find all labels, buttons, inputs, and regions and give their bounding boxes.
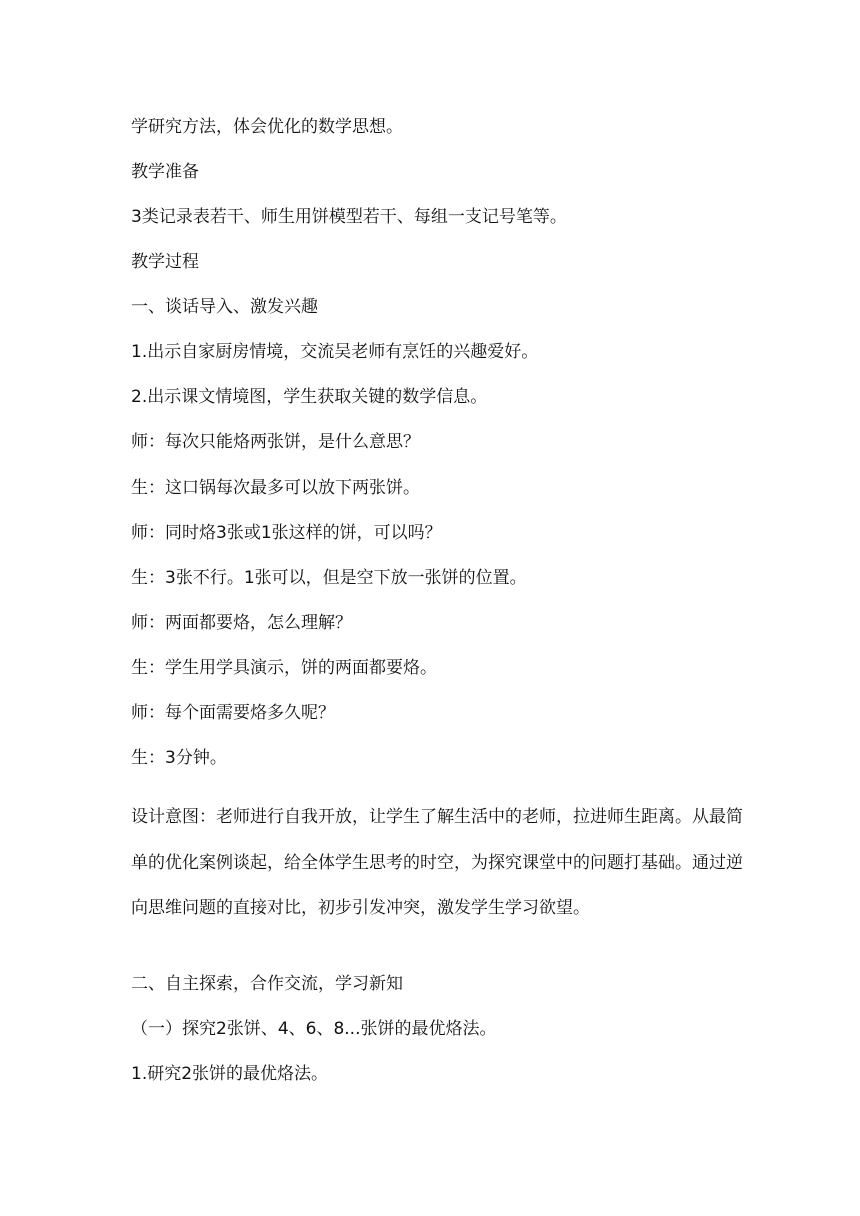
- heading-section-one: 一、谈话导入、激发兴趣: [131, 297, 318, 317]
- dialogue-student-3: 生：学生用学具演示，饼的两面都要烙。: [131, 658, 437, 678]
- dialogue-student-1: 生：这口锅每次最多可以放下两张饼。: [131, 478, 420, 498]
- heading-section-two: 二、自主探索，合作交流，学习新知: [131, 974, 403, 994]
- paragraph-step-2: 2.出示课文情境图，学生获取关键的数学信息。: [131, 387, 488, 407]
- dialogue-teacher-3: 师：两面都要烙，怎么理解？: [131, 613, 352, 633]
- dialogue-teacher-2: 师：同时烙3张或1张这样的饼，可以吗？: [131, 523, 442, 543]
- paragraph-step-1: 1.出示自家厨房情境，交流吴老师有烹饪的兴趣爱好。: [131, 342, 539, 362]
- dialogue-student-2: 生：3张不行。1张可以，但是空下放一张饼的位置。: [131, 568, 527, 588]
- heading-subsection-one: （一）探究2张饼、4、6、8...张饼的最优烙法。: [131, 1019, 497, 1039]
- heading-teaching-preparation: 教学准备: [131, 162, 199, 182]
- heading-teaching-process: 教学过程: [131, 252, 199, 272]
- paragraph-goal-continuation: 学研究方法，体会优化的数学思想。: [131, 117, 403, 137]
- paragraph-design-intent: 设计意图：老师进行自我开放，让学生了解生活中的老师，拉进师生距离。从最简单的优化案例谈起，给全体学生思考的时空，为探究课堂中的问题打基础。通过逆向思维问题的直接对比，初步引发冲突，激发学生学习欲望。: [131, 807, 743, 918]
- paragraph-preparation-items: 3类记录表若干、师生用饼模型若干、每组一支记号笔等。: [131, 207, 567, 227]
- paragraph-study-two-cakes: 1.研究2张饼的最优烙法。: [131, 1064, 329, 1084]
- dialogue-teacher-4: 师：每个面需要烙多久呢？: [131, 703, 335, 723]
- dialogue-teacher-1: 师：每次只能烙两张饼，是什么意思？: [131, 432, 420, 452]
- dialogue-student-4: 生：3分钟。: [131, 748, 227, 768]
